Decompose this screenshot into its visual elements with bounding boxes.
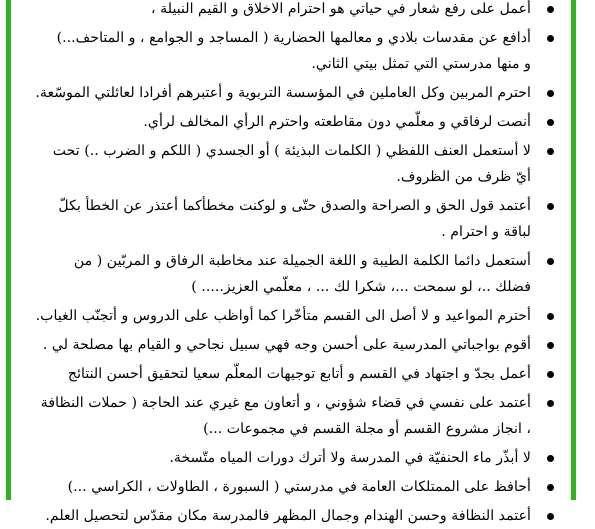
rule-text-line: أعمل بجدّ و اجتهاد في القسم و أتابع توجيهات المعلّم سعيا لتحقيق أحسن النتائج xyxy=(67,366,531,382)
list-item xyxy=(15,109,557,135)
page-frame xyxy=(6,0,576,524)
list-item xyxy=(15,503,557,529)
rule-text-line: احترم المربين وكل العاملين في المؤسسة التربوية و أعتبرهم أفرادا لعائلتي الموسّعة. xyxy=(35,85,531,101)
list-item xyxy=(15,248,557,300)
list-item xyxy=(15,303,557,329)
rule-text-line: أيّ ظرف من الظروف. xyxy=(396,169,531,185)
list-item xyxy=(15,332,557,358)
rule-text-line: لا أستعمل العنف اللفظي ( الكلمات البذيئة ) أو الجسدي ( اللكم و الضرب ..) تحت xyxy=(52,143,531,159)
bullet-icon xyxy=(547,258,554,265)
bullet-icon xyxy=(547,35,554,42)
list-item xyxy=(15,80,557,106)
bullet-icon xyxy=(547,342,554,349)
list-item xyxy=(15,390,557,442)
rule-text-line: أقوم بواجباتي المدرسية على أحسن وجه فهي سبيل نجاحي و القيام بها مصلحة لي . xyxy=(42,337,531,353)
rule-text-line: أعمل على رفع شعار في حياتي هو احترام الاخلاق و القيم النبيلة ، xyxy=(151,1,531,17)
bullet-icon xyxy=(547,455,554,462)
list-item xyxy=(15,193,557,245)
rule-text-line: أحافظ على الممتلكات العامة في مدرستي ( السبورة ، الطاولات ، الكراسي ...) xyxy=(67,479,531,495)
bullet-icon xyxy=(547,119,554,126)
rule-text-line: لباقة و احترام . xyxy=(441,224,531,240)
rule-text-line: ، انجاز مشروع القسم أو مجلة القسم في مجموعات ...) xyxy=(203,421,531,437)
rule-text-line: أعتمد على نفسي في قضاء شؤوني ، و أتعاون مع غيري عند الحاجة ( حملات النظافة xyxy=(40,395,531,411)
list-item xyxy=(15,138,557,190)
bullet-icon xyxy=(547,371,554,378)
bullet-icon xyxy=(547,90,554,97)
bullet-icon xyxy=(547,6,554,13)
rule-text-line: أنصت لرفاقي و معلّمي دون مقاطعته واحترم الرأي المخالف لرأي. xyxy=(143,114,531,130)
bullet-icon xyxy=(547,513,554,520)
bullet-icon xyxy=(547,313,554,320)
rule-text-line: أعتمد النظافة وحسن الهندام وجمال المظهر فالمدرسة مكان مقدّس لتحصيل العلم. xyxy=(45,508,531,524)
rule-text-line: أحترم المواعيد و لا أصل الى القسم متأخّرا كما أواظب على الدروس و أتجنّب الغياب. xyxy=(35,308,531,324)
list-item xyxy=(15,474,557,500)
rule-text-line: فضلك ..، لو سمحت ...، شكرا لك ... ، معلّمي العزيز..... ) xyxy=(191,279,531,295)
rule-text-line: و منها مدرستي التي تمثل بيتي الثاني. xyxy=(311,56,531,72)
list-item xyxy=(15,361,557,387)
bullet-icon xyxy=(547,400,554,407)
list-item xyxy=(15,25,557,77)
rule-text-line: لا أبذّر ماء الحنفيّة في المدرسة ولا أترك دورات المياه متّسخة. xyxy=(169,450,531,466)
rules-list xyxy=(15,0,557,529)
bullet-icon xyxy=(547,148,554,155)
rule-text-line: أستعمل دائما الكلمة الطيبة و اللغة الجميلة عند مخاطبة الرفاق و المربّين ( من xyxy=(73,253,531,269)
rule-text-line: أعتمد قول الحق و الصراحة والصدق حتّى و لوكنت مخطأكما أعتذر عن الخطأ بكلّ xyxy=(58,198,531,214)
bullet-icon xyxy=(547,484,554,491)
list-item xyxy=(15,0,557,22)
rule-text-line: أدافع عن مقدسات بلادي و معالمها الحضارية ( المساجد و الجوامع ، و المتاحف...) xyxy=(56,30,531,46)
bullet-icon xyxy=(547,203,554,210)
list-item xyxy=(15,445,557,471)
